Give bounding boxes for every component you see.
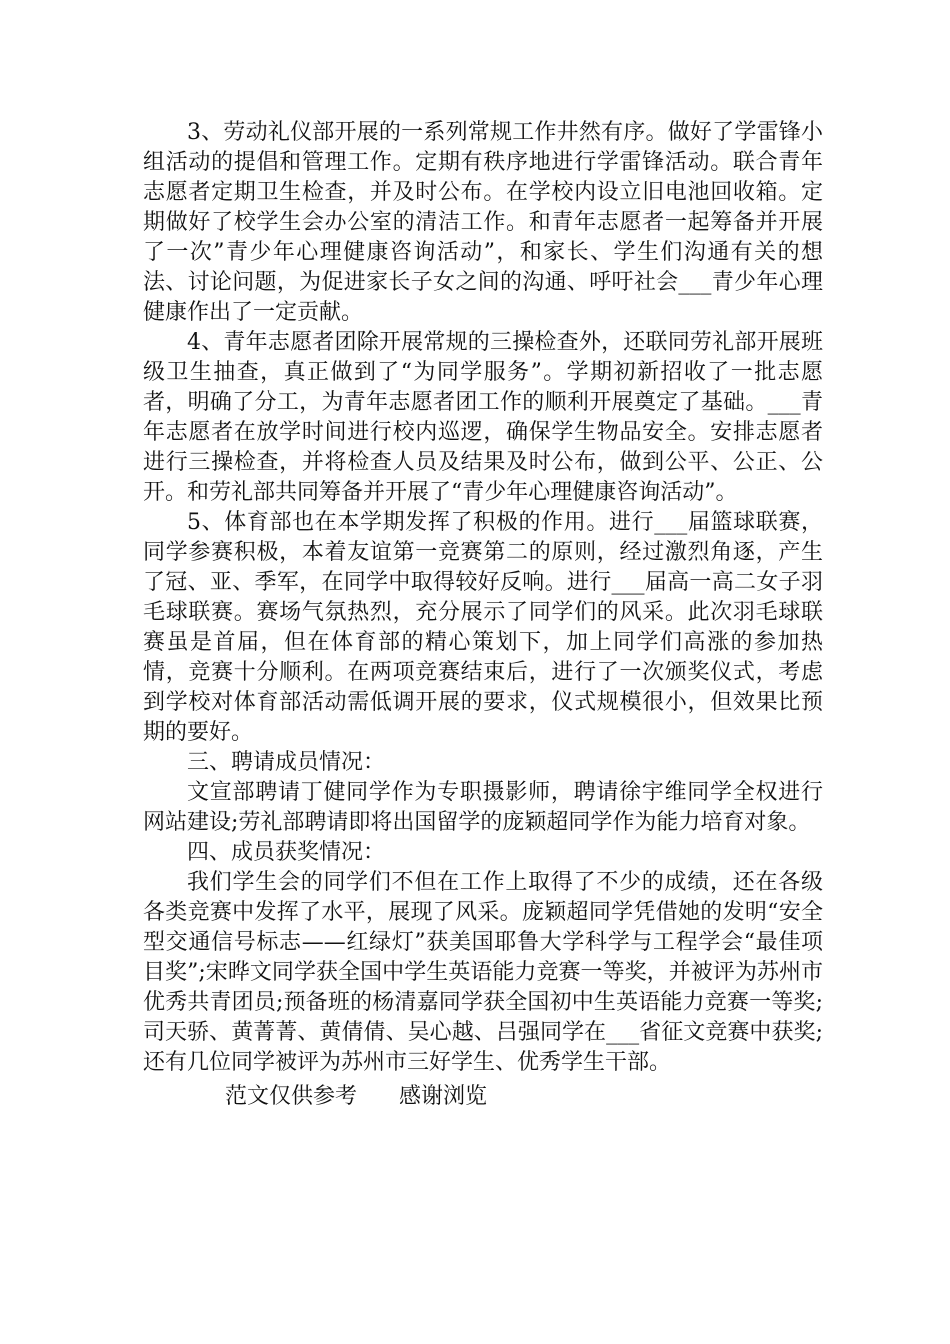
document-body <box>143 118 823 1112</box>
paragraph-labor-etiquette: 3、劳动礼仪部开展的一系列常规工作井然有序。做好了学雷锋小组活动的提倡和管理工作。定期有秩序地进行学雷锋活动。联合青年志愿者定期卫生检查，并及时公布。在学校内设立旧电池回收箱。定期做好了校学生会办公室的清洁工作。和青年志愿者一起筹备并开展了一次”青少年心理健康咨询活动”，和家长、学生们沟通有关的想法、讨论问题，为促进家长子女之间的沟通、呼吁社会___青少年心理健康作出了一定贡献。 <box>143 120 823 325</box>
section-heading-member-awards: 四、成员获奖情况： <box>187 840 386 865</box>
footer-note: 范文仅供参考 感谢浏览 <box>225 1084 487 1109</box>
paragraph-youth-volunteers: 4、青年志愿者团除开展常规的三操检查外，还联同劳礼部开展班级卫生抽查，真正做到了“为同学服务”。学期初新招收了一批志愿者，明确了分工，为青年志愿者团工作的顺利开展奠定了基础。___青年志愿者在放学时间进行校内巡逻，确保学生物品安全。安排志愿者进行三操检查，并将检查人员及结果及时公布，做到公平、公正、公开。和劳礼部共同筹备并开展了“青少年心理健康咨询活动”。 <box>143 330 823 505</box>
paragraph-sports-department: 5、体育部也在本学期发挥了积极的作用。进行___届篮球联赛，同学参赛积极，本着友谊第一竞赛第二的原则，经过激烈角逐，产生了冠、亚、季军，在同学中取得较好反响。进行___届高一高二女子羽毛球联赛。赛场气氛热烈，充分展示了同学们的风采。此次羽毛球联赛虽是首届，但在体育部的精心策划下，加上同学们高涨的参加热情，竞赛十分顺利。在两项竞赛结束后，进行了一次颁奖仪式，考虑到学校对体育部活动需低调开展的要求，仪式规模很小，但效果比预期的要好。 <box>143 510 823 745</box>
paragraph-hired-members: 文宣部聘请丁健同学作为专职摄影师，聘请徐宇维同学全权进行网站建设;劳礼部聘请即将出国留学的庞颖超同学作为能力培育对象。 <box>143 780 823 835</box>
paragraph-member-awards: 我们学生会的同学们不但在工作上取得了不少的成绩，还在各级各类竞赛中发挥了水平，展现了风采。庞颖超同学凭借她的发明“安全型交通信号标志——红绿灯”获美国耶鲁大学科学与工程学会“最佳项目奖”;宋晔文同学获全国中学生英语能力竞赛一等奖，并被评为苏州市优秀共青团员;预备班的杨清嘉同学获全国初中生英语能力竞赛一等奖;司天骄、黄菁菁、黄倩倩、吴心越、吕强同学在___省征文竞赛中获奖;还有几位同学被评为苏州市三好学生、优秀学生干部。 <box>143 870 823 1075</box>
section-heading-hired-members: 三、聘请成员情况： <box>187 750 386 775</box>
